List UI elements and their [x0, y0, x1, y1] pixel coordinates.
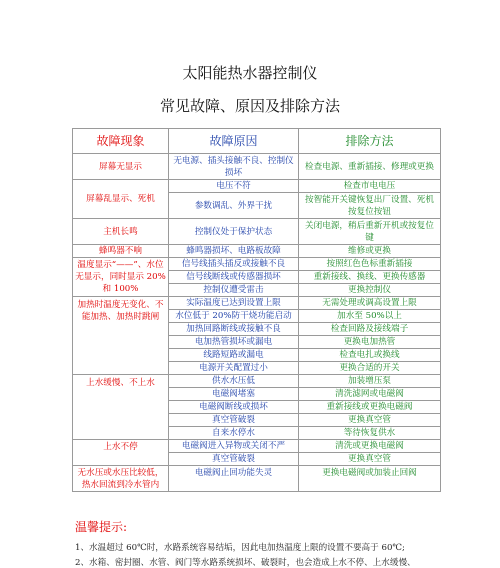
table-row: [73, 219, 441, 245]
fix-cell: 加装增压泵: [299, 375, 441, 388]
fix-cell: 重新接线、换线、更换传感器: [299, 271, 441, 284]
cause-cell: 电磁阀断线或损坏: [169, 401, 299, 414]
symptom-cell: 加热时温度无变化、不能加热、加热时跳闸: [73, 297, 169, 375]
cause-cell: 电压不符: [169, 180, 299, 193]
cause-cell: 加热回路断线或接触不良: [169, 323, 299, 336]
fix-cell: 更换控制仪: [299, 284, 441, 297]
cause-cell: 电源开关配置过小: [169, 362, 299, 375]
fix-cell: 清洗滤网或电磁阀: [299, 388, 441, 401]
tip-item: 2、水箱、密封圈、水管、阀门等水路系统损坏、破裂时，也会造成上水不停、上水缓慢、: [75, 558, 416, 568]
symptom-cell: 蜂鸣器不响: [73, 245, 169, 258]
tip-item: 1、水温超过 60℃时，水路系统容易结垢，因此电加热温度上限的设置不要高于 60℃;: [75, 543, 405, 553]
cause-cell: 自来水停水: [169, 427, 299, 440]
cause-cell: 电加热管损坏或漏电: [169, 336, 299, 349]
table-header-row: [73, 129, 441, 154]
fix-cell: 清洗或更换电磁阀: [299, 440, 441, 453]
symptom-cell: 温度显示“——”、水位无显示，同时显示 20%和 100%: [73, 258, 169, 297]
fix-cell: 按智能开关键恢复出厂设置、死机按复位按钮: [299, 193, 441, 219]
fix-cell: 检查回路及接线端子: [299, 323, 441, 336]
fix-cell: 加水至 50%以上: [299, 310, 441, 323]
cause-cell: 参数调乱、外界干扰: [169, 193, 299, 219]
table-row: [73, 466, 441, 492]
fix-cell: 关闭电源，稍后重新开机或按复位键: [299, 219, 441, 245]
cause-cell: 真空管破裂: [169, 414, 299, 427]
fix-cell: 重新接线或更换电磁阀: [299, 401, 441, 414]
cause-cell: 线路短路或漏电: [169, 349, 299, 362]
header-symptom: 故障现象: [73, 129, 169, 154]
fix-cell: 更换真空管: [299, 453, 441, 466]
table-row: [73, 440, 441, 453]
fault-table: [72, 128, 441, 492]
cause-cell: 无电源、插头接触不良、控制仪损坏: [169, 154, 299, 180]
fix-cell: 维修或更换: [299, 245, 441, 258]
cause-cell: 真空管破裂: [169, 453, 299, 466]
cause-cell: 供水水压低: [169, 375, 299, 388]
symptom-cell: 上水缓慢、不上水: [73, 375, 169, 440]
cause-cell: 电磁阀进入异物或关闭不严: [169, 440, 299, 453]
fix-cell: 更换真空管: [299, 414, 441, 427]
fix-cell: 更换合适的开关: [299, 362, 441, 375]
header-fix: 排除方法: [299, 129, 441, 154]
fix-cell: 更换电磁阀或加装止回阀: [299, 466, 441, 492]
cause-cell: 控制仪处于保护状态: [169, 219, 299, 245]
symptom-cell: 屏幕无显示: [73, 154, 169, 180]
cause-cell: 水位低于 20%防干烧功能启动: [169, 310, 299, 323]
cause-cell: 电磁阀堵塞: [169, 388, 299, 401]
cause-cell: 电磁阀止回功能失灵: [169, 466, 299, 492]
table-row: [73, 154, 441, 180]
fix-cell: 检查市电电压: [299, 180, 441, 193]
table-row: [73, 258, 441, 271]
cause-cell: 控制仪遭受雷击: [169, 284, 299, 297]
symptom-cell: 屏幕乱显示、死机: [73, 180, 169, 219]
fix-cell: 无需处理或调高设置上限: [299, 297, 441, 310]
fix-cell: 检查电源、重新插接、修理或更换: [299, 154, 441, 180]
table-row: [73, 297, 441, 310]
header-cause: 故障原因: [169, 129, 299, 154]
symptom-cell: 无水压或水压比较低，热水回流到冷水管内: [73, 466, 169, 492]
page-subtitle: 常见故障、原因及排除方法: [159, 97, 340, 115]
cause-cell: 信号线断线或传感器损坏: [169, 271, 299, 284]
table-row: [73, 180, 441, 193]
fix-cell: 按照红色色标重新插接: [299, 258, 441, 271]
fix-cell: 检查电扎或换线: [299, 349, 441, 362]
cause-cell: 实际温度已达到设置上限: [169, 297, 299, 310]
symptom-cell: 上水不停: [73, 440, 169, 466]
fix-cell: 更换电加热管: [299, 336, 441, 349]
table-row: [73, 245, 441, 258]
page-title: 太阳能热水器控制仪: [182, 64, 318, 82]
symptom-cell: 主机长鸣: [73, 219, 169, 245]
tips-title: 温馨提示:: [75, 520, 128, 534]
cause-cell: 蜂鸣器损坏、电路板故障: [169, 245, 299, 258]
table-row: [73, 375, 441, 388]
fix-cell: 等待恢复供水: [299, 427, 441, 440]
cause-cell: 信号线插头插反或接触不良: [169, 258, 299, 271]
